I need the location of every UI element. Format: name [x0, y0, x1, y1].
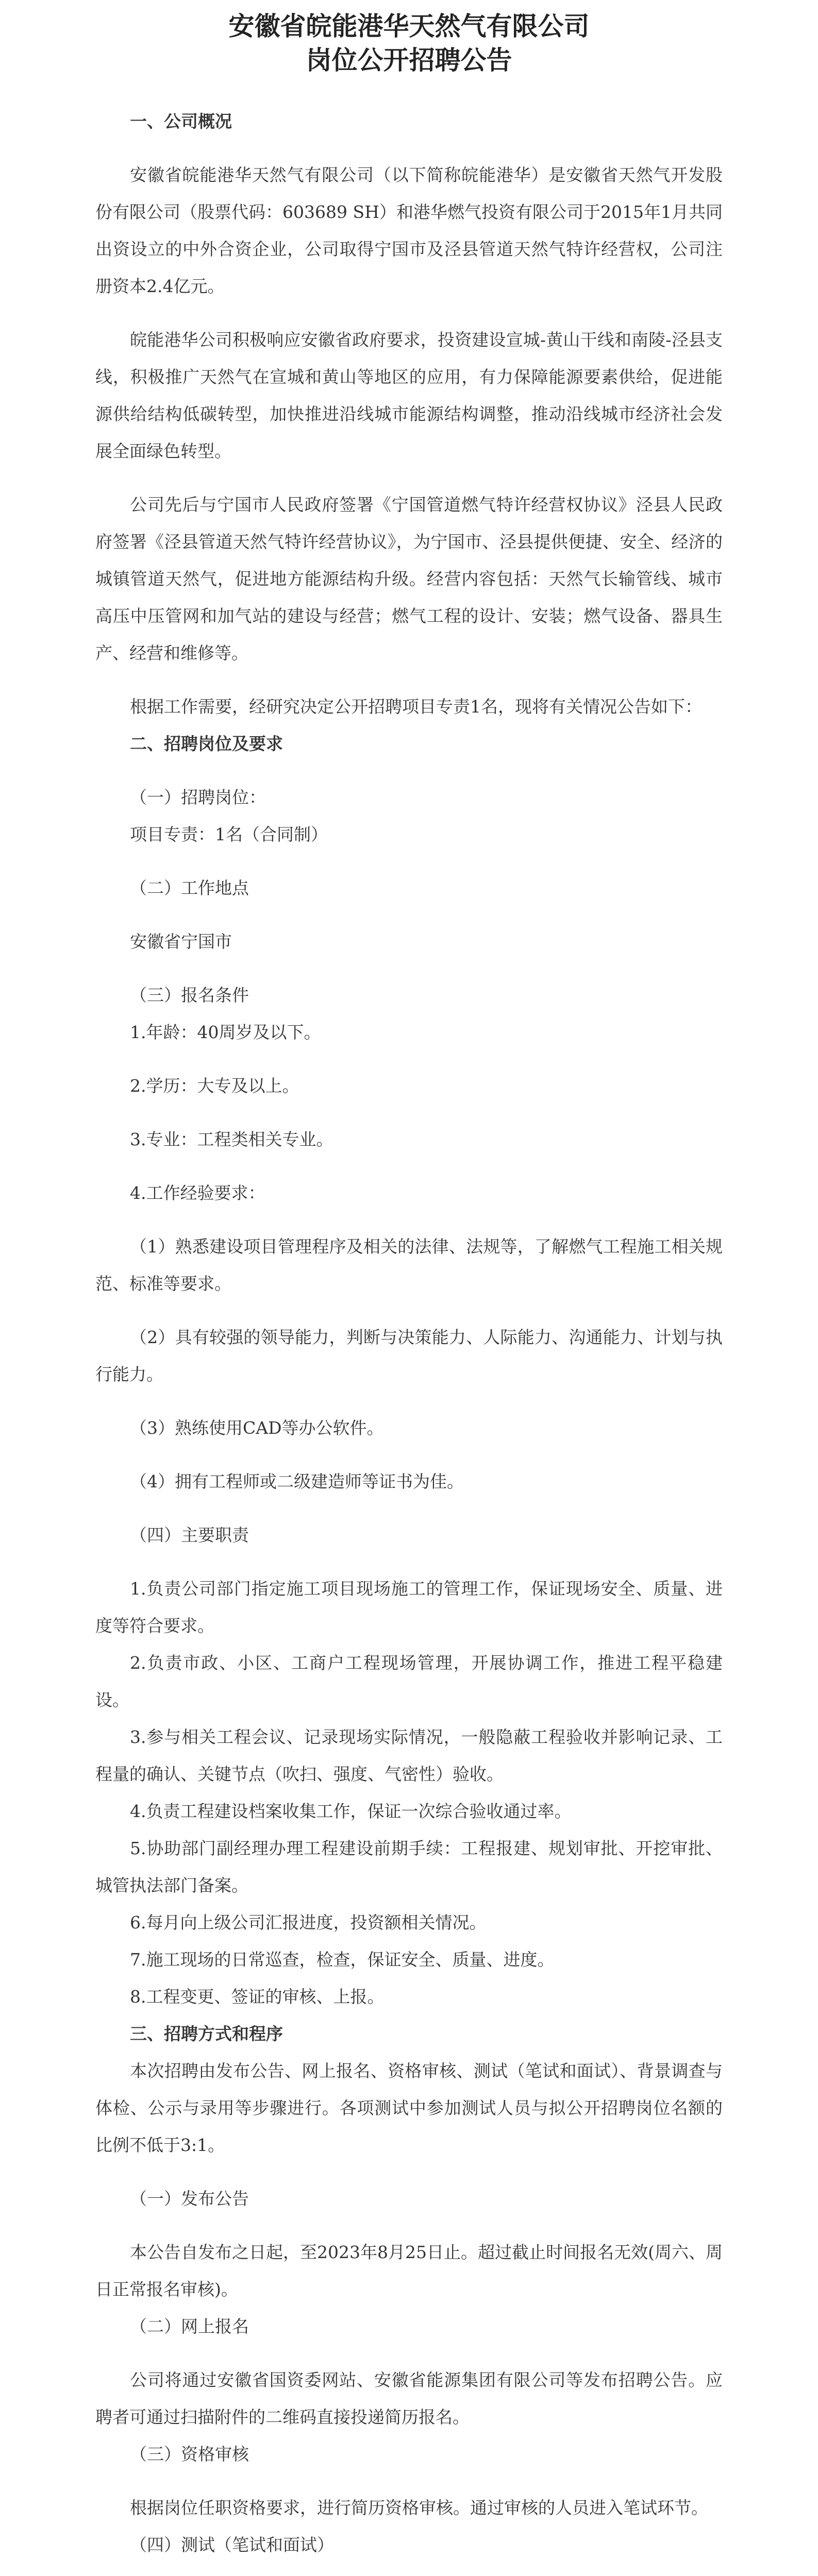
subheading: （一）发布公告	[130, 2189, 249, 2209]
section-heading-company-overview: 一、公司概况	[130, 111, 232, 131]
list-item: 2.负责市政、小区、工商户工程现场管理，开展协调工作，推进工程平稳建设。	[95, 1653, 723, 1710]
list-item: 1.负责公司部门指定施工项目现场施工的管理工作，保证现场安全、质量、进度等符合要求。	[95, 1579, 723, 1636]
page-title-company: 安徽省皖能港华天然气有限公司	[228, 11, 590, 41]
section-heading-process: 三、招聘方式和程序	[130, 2024, 283, 2044]
page-title-notice: 岗位公开招聘公告	[306, 45, 512, 75]
list-item: 1.年龄：40周岁及以下。	[130, 1022, 321, 1042]
list-item: 3.参与相关工程会议、记录现场实际情况，一般隐蔽工程验收并影响记录、工程量的确认、关键节点（吹扫、强度、气密性）验收。	[95, 1727, 723, 1784]
list-item: 7.施工现场的日常巡查，检查，保证安全、质量、进度。	[130, 1950, 555, 1970]
subheading: （一）招聘岗位：	[130, 787, 266, 807]
paragraph: 安徽省宁国市	[130, 931, 232, 952]
list-item: 6.每月向上级公司汇报进度，投资额相关情况。	[130, 1912, 487, 1933]
list-item: 4.负责工程建设档案收集工作，保证一次综合验收通过率。	[130, 1801, 572, 1821]
paragraph: 本公告自发布之日起，至2023年8月25日止。超过截止时间报名无效(周六、周日正常报名审核)。	[95, 2242, 723, 2299]
subheading: （四）主要职责	[130, 1525, 249, 1545]
paragraph: 项目专责：1名（合同制）	[130, 824, 328, 844]
list-item: 8.工程变更、签证的审核、上报。	[130, 1987, 385, 2007]
list-item: 2.学历：大专及以上。	[130, 1076, 299, 1096]
subheading: （二）网上报名	[130, 2316, 249, 2336]
paragraph: 根据岗位任职资格要求，进行简历资格审核。通过审核的人员进入笔试环节。	[130, 2498, 708, 2518]
paragraph: 皖能港华公司积极响应安徽省政府要求，投资建设宣城-黄山干线和南陵-泾县支线，积极推广天然气在宣城和黄山等地区的应用，有力保障能源要素供给，促进能源供给结构低碳转型，加快推进沿线城市能源结构调整，推动沿线城市经济社会发展全面绿色转型。	[95, 330, 723, 461]
paragraph: 安徽省皖能港华天然气有限公司（以下简称皖能港华）是安徽省天然气开发股份有限公司（股票代码：603689 SH）和港华燃气投资有限公司于2015年1月共同出资设立的中外合资企业，公司取得宁国市及泾县管道天然气特许经营权，公司注册资本2.4亿元。	[95, 165, 723, 296]
announcement-body	[95, 103, 723, 2576]
list-item: （2）具有较强的领导能力，判断与决策能力、人际能力、沟通能力、计划与执行能力。	[95, 1327, 723, 1384]
list-item: （4）拥有工程师或二级建造师等证书为佳。	[130, 1471, 464, 1492]
title-block	[95, 0, 723, 77]
paragraph: 根据工作需要，经研究决定公开招聘项目专责1名，现将有关情况公告如下：	[130, 697, 702, 717]
list-item: 5.协助部门副经理办理工程建设前期手续：工程报建、规划审批、开挖审批、城管执法部门备案。	[95, 1838, 723, 1895]
section-heading-positions: 二、招聘岗位及要求	[130, 734, 283, 754]
subheading: （三）资格审核	[130, 2444, 249, 2464]
list-item: （3）熟练使用CAD等办公软件。	[130, 1418, 384, 1438]
list-item: （1）熟悉建设项目管理程序及相关的法律、法规等，了解燃气工程施工相关规范、标准等要求。	[95, 1236, 723, 1294]
paragraph: 公司将通过安徽省国资委网站、安徽省能源集团有限公司等发布招聘公告。应聘者可通过扫描附件的二维码直接投递简历报名。	[95, 2370, 723, 2427]
paragraph: 本次招聘由发布公告、网上报名、资格审核、测试（笔试和面试）、背景调查与体检、公示与录用等步骤进行。各项测试中参加测试人员与拟公开招聘岗位名额的比例不低于3:1。	[95, 2061, 723, 2155]
list-item: 3.专业：工程类相关专业。	[130, 1129, 333, 1149]
subheading: （四）测试（笔试和面试）	[130, 2535, 334, 2555]
subheading: （二）工作地点	[130, 878, 249, 898]
list-item: 4.工作经验要求：	[130, 1183, 265, 1203]
paragraph: 公司先后与宁国市人民政府签署《宁国管道燃气特许经营权协议》泾县人民政府签署《泾县管道天然气特许经营协议》，为宁国市、泾县提供便捷、安全、经济的城镇管道天然气，促进地方能源结构升级。经营内容包括：天然气长输管线、城市高压中压管网和加气站的建设与经营；燃气工程的设计、安装；燃气设备、器具生产、经营和维修等。	[95, 495, 723, 663]
subheading: （三）报名条件	[130, 985, 249, 1005]
